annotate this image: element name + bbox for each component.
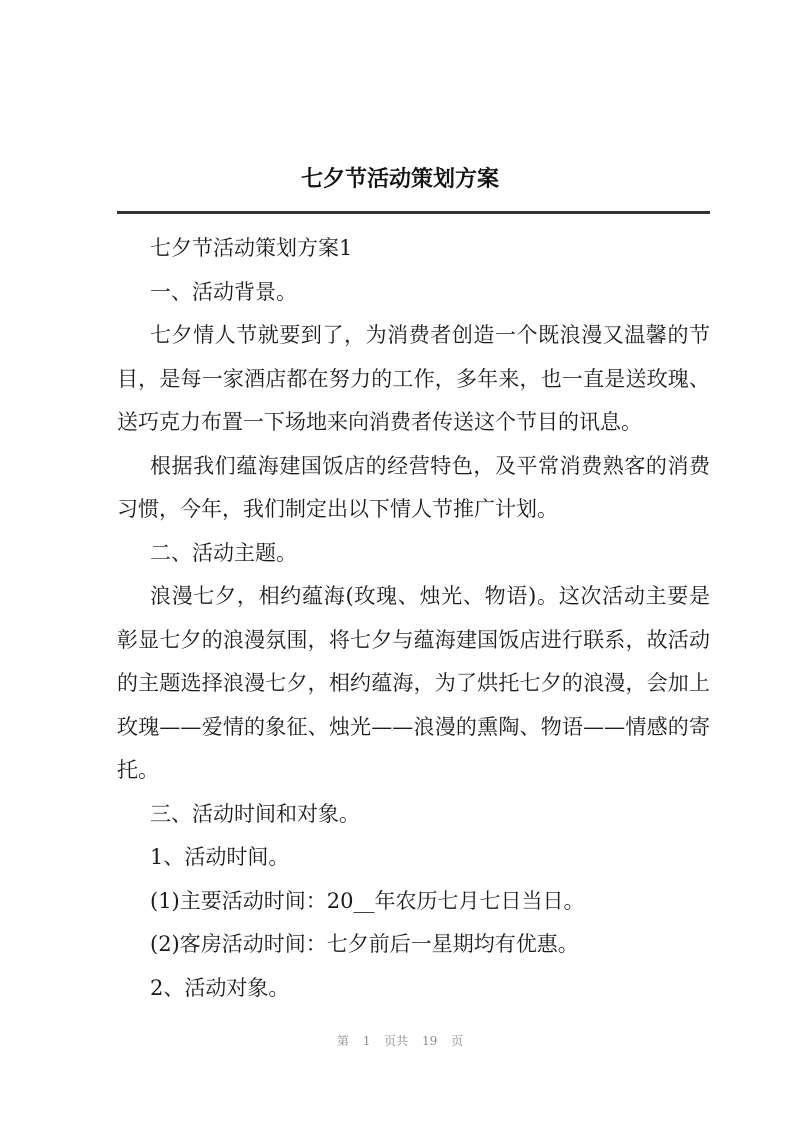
text-line: 七夕节活动策划方案1 (150, 236, 353, 260)
paragraph (117, 799, 710, 843)
text-line: 的主题选择浪漫七夕，相约蕴海，为了烘托七夕的浪漫，会加上 (117, 671, 710, 695)
paragraph (117, 320, 710, 451)
text-line: 送巧克力布置一下场地来向消费者传送这个节目的讯息。 (117, 410, 642, 434)
text-line: 目，是每一家酒店都在努力的工作，多年来，也一直是送玫瑰、 (117, 366, 710, 391)
text-line: 习惯，今年，我们制定出以下情人节推广计划。 (117, 497, 558, 521)
paragraph (117, 973, 710, 1017)
paragraph (117, 886, 710, 930)
paragraph (117, 842, 710, 886)
paragraph (117, 233, 710, 277)
text-line: 二、活动主题。 (150, 540, 297, 565)
text-line: 2、活动对象。 (150, 975, 290, 1000)
text-line: 根据我们蕴海建国饭店的经营特色，及平常消费熟客的消费 (150, 453, 710, 478)
text-line: (1)主要活动时间：20__年农历七月七日当日。 (150, 888, 585, 913)
page-number: 第 1 页共 19 页 (336, 1034, 464, 1048)
text-line: (2)客房活动时间：七夕前后一星期均有优惠。 (150, 932, 579, 956)
document-body (117, 233, 710, 1016)
paragraph (117, 929, 710, 973)
text-line: 1、活动时间。 (150, 845, 290, 869)
text-line: 一、活动背景。 (150, 279, 297, 304)
text-line: 彰显七夕的浪漫氛围，将七夕与蕴海建国饭店进行联系，故活动 (117, 627, 710, 652)
text-line: 浪漫七夕，相约蕴海(玫瑰、烛光、物语)。这次活动主要是 (150, 584, 710, 608)
paragraph (117, 538, 710, 582)
text-line: 玫瑰——爱情的象征、烛光——浪漫的熏陶、物语——情感的寄 (117, 714, 710, 739)
document-title: 七夕节活动策划方案 (300, 167, 499, 192)
paragraph (117, 581, 710, 799)
paragraph (117, 451, 710, 538)
paragraph (117, 277, 710, 321)
text-line: 三、活动时间和对象。 (150, 801, 360, 826)
text-line: 托。 (117, 758, 159, 782)
title-divider (117, 211, 710, 214)
text-line: 七夕情人节就要到了，为消费者创造一个既浪漫又温馨的节 (150, 323, 710, 347)
